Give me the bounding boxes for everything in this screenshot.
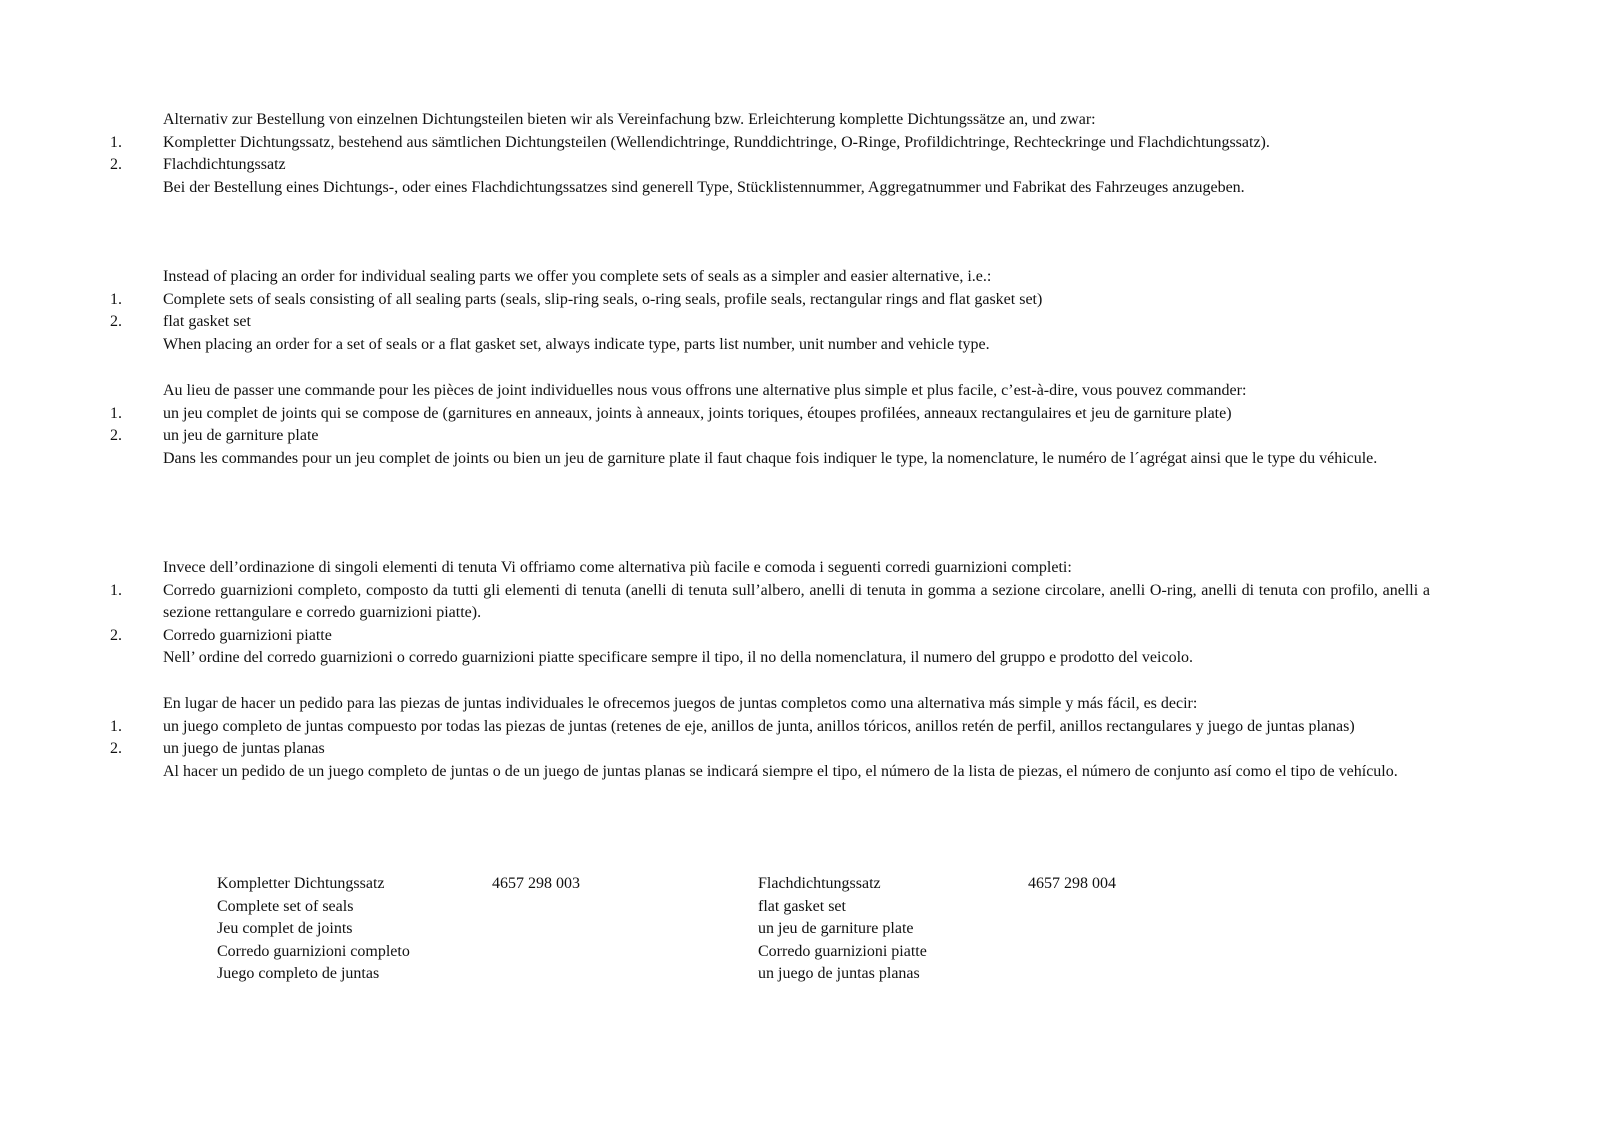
list-number: 2. (110, 740, 122, 757)
list-item-text: Corredo guarnizioni completo, composto da tutti gli elementi di tenuta (anelli di tenuta sull’albero, anelli di tenuta in gomma a sezione circolare, anelli O-ring, anelli di tenuta con profilo, anelli a sezione rettangulare e corredo guarnizioni piatte). (163, 581, 1430, 621)
list-item (110, 425, 1430, 448)
ordering-note: Dans les commandes pour un jeu complet de joints ou bien un jeu de garniture plate il faut chaque fois indiquer le type, la nomenclature, le numéro de l´agrégat ainsi que le type du véhicule. (163, 449, 1378, 467)
list-number: 1. (110, 581, 122, 599)
flat-gasket-set-names (758, 873, 927, 986)
part-name: un juego de juntas planas (758, 965, 920, 982)
part-name: un jeu de garniture plate (758, 920, 914, 937)
list-item-text: un jeu complet de joints qui se compose de (garnitures en anneaux, joints à anneaux, joints toriques, étoupes profilées, anneaux rectangulaires et jeu de garniture plate) (163, 404, 1232, 422)
part-number: 4657 298 003 (492, 875, 580, 892)
ordering-note: Al hacer un pedido de un juego completo de juntas o de un juego de juntas planas se indicará siempre el tipo, el número de la lista de piezas, el número de conjunto así como el tipo de vehículo. (163, 762, 1398, 780)
list-item-text: Complete sets of seals consisting of all sealing parts (seals, slip-ring seals, o-ring seals, profile seals, rectangular rings and flat gasket set) (163, 290, 1043, 308)
list-number: 2. (110, 626, 122, 644)
list-item-text: un juego completo de juntas compuesto por todas las piezas de juntas (retenes de eje, anillos de junta, anillos tóricos, anillos retén de perfil, anillos rectangulares y juego de juntas planas) (163, 717, 1355, 735)
list-item-text: Kompletter Dichtungssatz, bestehend aus sämtlichen Dichtungsteilen (Wellendichtringe, Runddichtringe, O-Ringe, Profildichtringe, Rechteckringe und Flachdichtungssatz). (163, 133, 1270, 151)
section-italian (110, 557, 1430, 670)
list-number: 2. (110, 313, 122, 330)
part-name: Kompletter Dichtungssatz (217, 875, 385, 892)
list-item (110, 289, 1430, 312)
list-item (110, 716, 1430, 739)
part-name: Complete set of seals (217, 897, 354, 915)
part-name: flat gasket set (758, 897, 846, 915)
part-name: Jeu complet de joints (217, 920, 353, 937)
ordering-note: Nell’ ordine del corredo guarnizioni o corredo guarnizioni piatte specificare sempre il tipo, il no della nomenclatura, il numero del gruppo e prodotto del veicolo. (163, 649, 1194, 666)
intro-text: Alternativ zur Bestellung von einzelnen Dichtungsteilen bieten wir als Vereinfachung bzw. Erleichterung komplette Dichtungssätze an, und zwar: (163, 111, 1096, 128)
ordering-note: Bei der Bestellung eines Dichtungs-, oder eines Flachdichtungssatzes sind generell Type, Stücklistennummer, Aggregatnummer und Fabrikat des Fahrzeuges anzugeben. (163, 178, 1245, 196)
complete-seal-set-names (217, 873, 410, 986)
list-number: 2. (110, 427, 122, 444)
section-german (110, 109, 1430, 199)
list-item (110, 625, 1430, 648)
list-item-text: un juego de juntas planas (163, 740, 325, 757)
list-item-text: un jeu de garniture plate (163, 427, 319, 444)
list-item-text: Corredo guarnizioni piatte (163, 626, 332, 644)
part-name: Flachdichtungssatz (758, 875, 881, 892)
list-item (110, 403, 1430, 426)
intro-text: Invece dell’ordinazione di singoli elementi di tenuta Vi offriamo come alternativa più facile e comoda i seguenti corredi guarnizioni completi: (163, 559, 1072, 576)
intro-text: En lugar de hacer un pedido para las piezas de juntas individuales le ofrecemos juegos de juntas completos como una alternativa más simple y más fácil, es decir: (163, 695, 1198, 712)
list-number: 1. (110, 404, 122, 422)
list-number: 1. (110, 717, 122, 735)
section-spanish (110, 693, 1430, 783)
list-item (110, 580, 1430, 625)
section-english (110, 266, 1430, 356)
ordering-note: When placing an order for a set of seals or a flat gasket set, always indicate type, parts list number, unit number and vehicle type. (163, 335, 990, 353)
list-number: 1. (110, 290, 122, 308)
part-name: Juego completo de juntas (217, 965, 380, 982)
intro-text: Instead of placing an order for individual sealing parts we offer you complete sets of seals as a simpler and easier alternative, i.e.: (163, 268, 992, 285)
list-item-text: Flachdichtungssatz (163, 156, 286, 173)
section-french (110, 380, 1430, 470)
list-item-text: flat gasket set (163, 313, 251, 330)
list-item (110, 132, 1430, 155)
list-number: 1. (110, 133, 122, 151)
intro-text: Au lieu de passer une commande pour les pièces de joint individuelles nous vous offrons une alternative plus simple et plus facile, c’est-à-dire, vous pouvez commander: (163, 382, 1247, 399)
part-name: Corredo guarnizioni piatte (758, 942, 927, 960)
part-number: 4657 298 004 (1028, 875, 1116, 892)
list-item (110, 154, 1430, 177)
list-item (110, 311, 1430, 334)
list-item (110, 738, 1430, 761)
part-name: Corredo guarnizioni completo (217, 942, 410, 960)
list-number: 2. (110, 156, 122, 173)
